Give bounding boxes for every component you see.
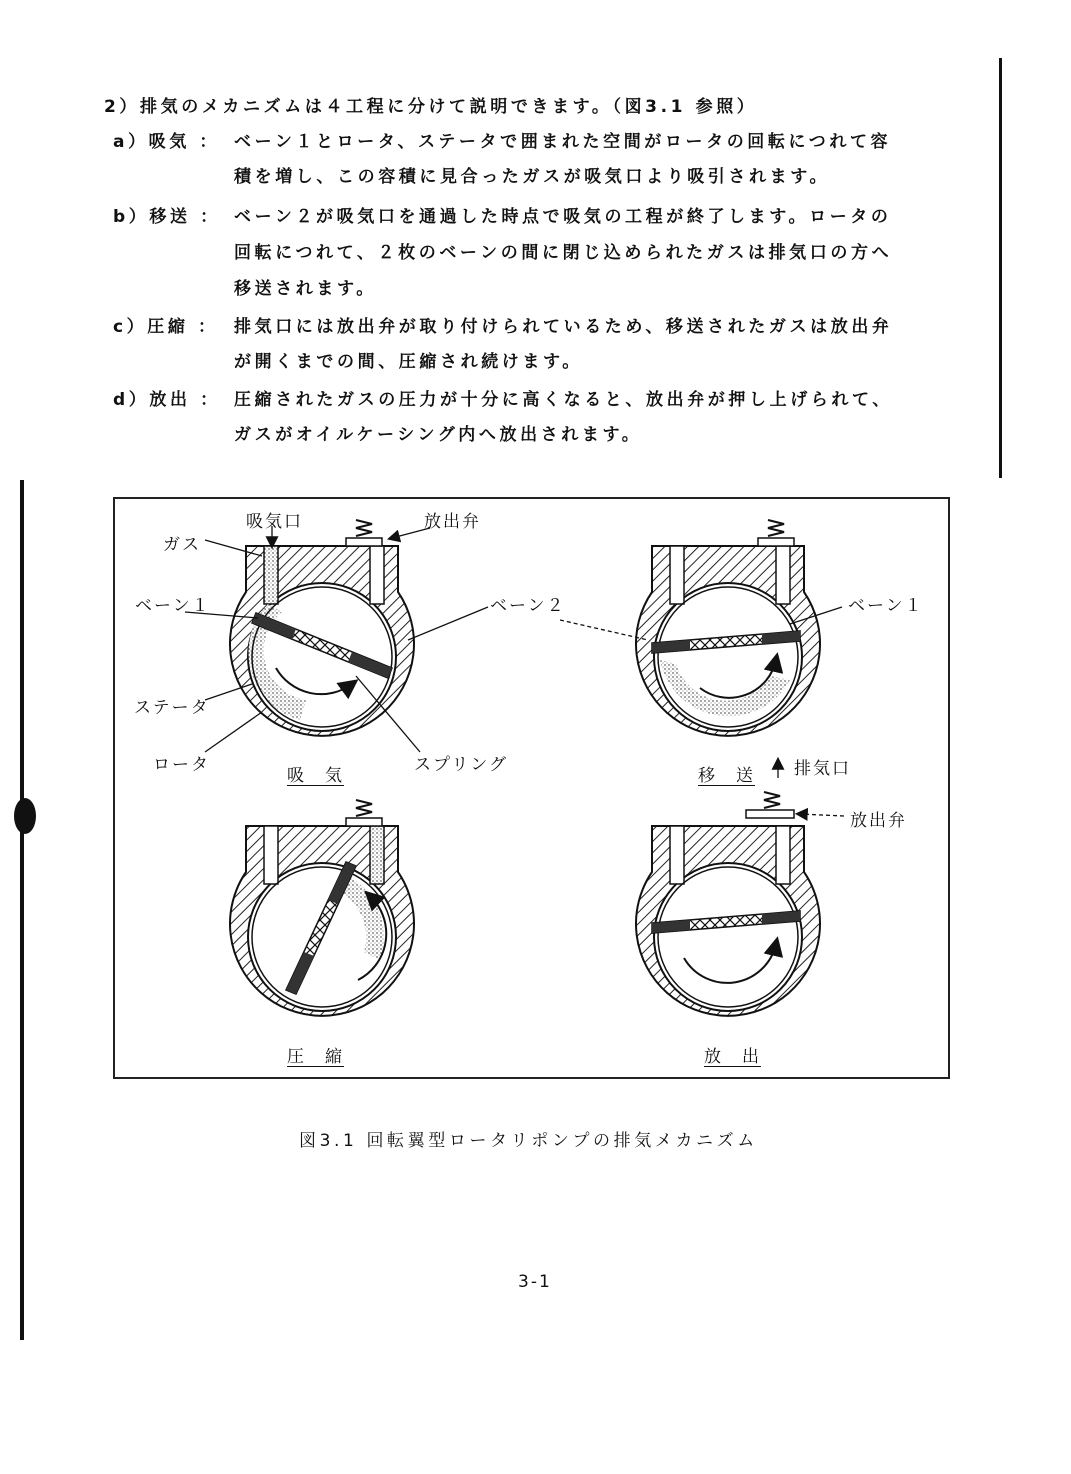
label-discharge-valve: 放出弁: [424, 512, 481, 532]
step-c-label: c）圧縮 ：: [113, 317, 219, 337]
pump-transfer: [636, 520, 820, 736]
step-d-line-1: 圧縮されたガスの圧力が十分に高くなると、放出弁が押し上げられて、: [234, 390, 893, 410]
step-c-line-1: 排気口には放出弁が取り付けられているため、移送されたガスは放出弁: [234, 317, 893, 337]
page-number: 3-1: [518, 1272, 552, 1292]
label-vane2: ベーン２: [490, 596, 566, 616]
pump-intake: [230, 520, 414, 736]
stage-intake: 吸 気: [287, 766, 344, 786]
pump-compression: [230, 800, 414, 1016]
label-spring: スプリング: [414, 755, 508, 775]
step-b-label: b）移送 ：: [113, 207, 221, 227]
figure-caption: 図3.1 回転翼型ロータリポンプの排気メカニズム: [299, 1131, 758, 1151]
step-a-line-1: ベーン１とロータ、ステータで囲まれた空間がロータの回転につれて容: [234, 132, 892, 152]
label-gas: ガス: [163, 535, 201, 555]
step-a-label: a）吸気 ：: [113, 132, 220, 152]
stage-discharge: 放 出: [704, 1047, 761, 1067]
label-exhaust-port: 排気口: [794, 759, 851, 779]
label-rotor: ロータ: [153, 755, 210, 775]
step-c-line-2: が開くまでの間、圧縮され続けます。: [234, 352, 583, 372]
label-intake-port: 吸気口: [246, 512, 303, 532]
step-b-line-1: ベーン２が吸気口を通過した時点で吸気の工程が終了します。ロータの: [234, 207, 892, 227]
label-discharge-valve-2: 放出弁: [850, 811, 907, 831]
section-heading: 2）排気のメカニズムは４工程に分けて説明できます。（図3.1 参照）: [104, 97, 758, 117]
step-b-line-2: 回転につれて、２枚のベーンの間に閉じ込められたガスは排気口の方へ: [234, 243, 893, 263]
label-stator: ステータ: [134, 698, 210, 718]
step-d-line-2: ガスがオイルケーシング内へ放出されます。: [234, 425, 643, 445]
step-b-line-3: 移送されます。: [234, 279, 377, 299]
step-d-label: d）放出 ：: [113, 390, 221, 410]
pump-discharge: [636, 792, 820, 1016]
label-vane1-left: ベーン１: [135, 596, 211, 616]
stage-transfer: 移 送: [698, 766, 755, 786]
stage-compression: 圧 縮: [287, 1047, 344, 1067]
label-vane1-right: ベーン１: [848, 596, 924, 616]
step-a-line-2: 積を増し、この容積に見合ったガスが吸気口より吸引されます。: [234, 167, 831, 187]
